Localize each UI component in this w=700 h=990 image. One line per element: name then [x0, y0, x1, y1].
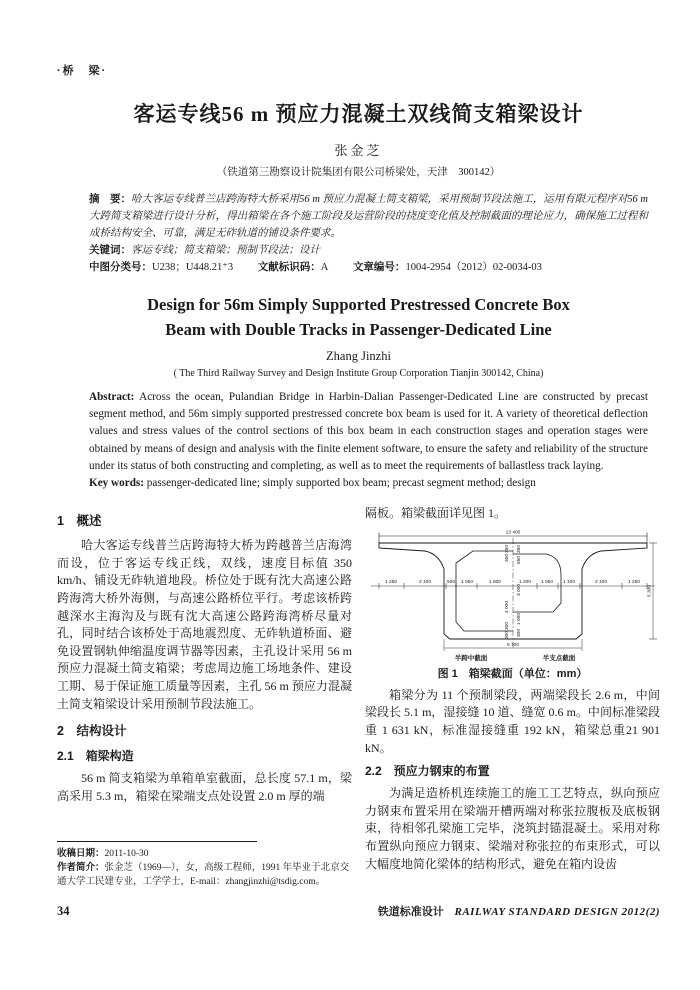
- dim-label: 350: [504, 544, 510, 553]
- right-column: [365, 505, 660, 889]
- footnote: [57, 841, 352, 890]
- clc-number: 中图分类号：U238；U448.21⁺3: [89, 261, 234, 273]
- classification-line: [57, 259, 660, 276]
- affiliation-en: ( The Third Railway Survey and Design Institute Group Corporation Tianjin 300142, China): [173, 368, 544, 379]
- figure-1-caption: 图 1 箱梁截面（单位：mm）: [437, 667, 588, 680]
- figure-discussion-paragraph: 箱梁分为 11 个预制梁段，两端梁段长 2.6 m，中间梁段长 5.1 m，湿接缝 10 道、缝宽 0.6 m。中间标准梁段重 1 631 kN，标准湿接缝重 192 kN，箱梁总重21 901 kN。: [365, 687, 660, 755]
- dim-label: 1 800: [488, 579, 501, 585]
- author-bio-line: 作者简介：张金芝（1969—），女，高级工程师，1991 年毕业于北京交通大学工民建专业，工学学士，E-mail：zhangjinzhi@tsdig.com。: [57, 862, 350, 887]
- article-id: 文章编号：1004-2954（2012）02-0034-03: [352, 261, 542, 273]
- dim-label: 650: [516, 555, 522, 564]
- title-en-line1: Design for 56m Simply Supported Prestressed Concrete Box: [147, 295, 570, 314]
- abstract-cn-label: 摘 要：: [89, 193, 132, 205]
- category-marker: ·桥 梁·: [57, 65, 108, 77]
- dim-label: 350: [516, 544, 522, 553]
- dim-label: 300: [504, 630, 510, 639]
- section-1-heading: 1 概述: [57, 514, 102, 529]
- left-column: [57, 505, 352, 889]
- dim-label: 2 100: [418, 579, 431, 585]
- abstract-en: [57, 389, 660, 492]
- abstract-cn: [57, 191, 660, 242]
- box-beam-cross-section-drawing: [367, 527, 659, 663]
- paper-title-en: [57, 292, 660, 342]
- paper-title-cn: 客运专线56 m 预应力混凝土双线简支箱梁设计: [133, 102, 584, 126]
- journal-name: [378, 903, 660, 919]
- figure-1: [365, 527, 660, 681]
- dim-label: 1 250: [627, 579, 640, 585]
- journal-name-cn: 铁道标准设计: [377, 906, 444, 919]
- title-en-line2: Beam with Double Tracks in Passenger-Dedicated Line: [165, 320, 552, 339]
- received-date: 2011-10-30: [104, 848, 149, 859]
- dim-overall-height: 5 300: [647, 584, 652, 597]
- girder-outer-outline: [379, 543, 647, 639]
- dim-label: 2 100: [594, 579, 607, 585]
- keywords-cn: [57, 242, 660, 259]
- page-number: 34: [57, 904, 70, 919]
- section-2-heading: 2 结构设计: [57, 724, 127, 739]
- dim-label: 1 200: [518, 579, 531, 585]
- dim-label: 3 000: [516, 583, 522, 596]
- page-footer: [0, 903, 700, 919]
- author-name-en: Zhang Jinzhi: [326, 349, 391, 363]
- dim-label: 1 100: [562, 579, 575, 585]
- dim-label: 500: [446, 579, 455, 585]
- dim-label: 4 000: [504, 600, 510, 613]
- two-column-body: [57, 505, 660, 889]
- continuation-paragraph: 隔板。箱梁截面详见图 1。: [365, 506, 507, 521]
- received-date-line: 收稿日期：2011-10-30: [57, 847, 149, 859]
- journal-name-en: RAILWAY STANDARD DESIGN 2012(2): [454, 906, 660, 919]
- author-name-cn: 张金芝: [334, 143, 383, 158]
- abstract-en-text: Across the ocean, Pulandian Bridge in Harbin-Dalian Passenger-Dedicated Line are constructed by precast segment method, and 56m simply supported prestressed concrete box beam is used for it. A variety of theoretical deflection values and stress values of the control sections of this box beam in each construction stages and operation stages were obtained by means of design and analysis with the finite element software, to ensure the safety and reliability of the structure under its status of both constructing and completing, as well as to meet the requirements of ballastless track laying.: [89, 391, 648, 472]
- section-2-2-paragraph: 为满足造桥机连续施工的施工工艺特点，纵向预应力钢束布置采用在梁端开槽两端对称张拉腹板及底板钢束，待相邻孔梁施工完毕，浇筑封锚混凝土。采用对称布置纵向预应力钢束、梁端对称张拉的布束形式，可以大幅度地简化梁体的结构形式，避免在箱内设齿: [365, 786, 660, 871]
- dim-bottom-width: 6 700: [506, 642, 519, 648]
- dim-label: 300: [504, 621, 510, 630]
- section-2-1-heading: 2.1 箱梁构造: [57, 749, 134, 764]
- abstract-cn-text: 哈大客运专线普兰店跨海特大桥采用56 m 预应力混凝土简支箱梁，采用预制节段法施工，运用有限元程序对56 m 大跨简支箱梁进行设计分析，得出箱梁在各个施工阶段及运营阶段的挠度变化值及控制截面的理论应力，确保施工过程和成桥结构安全、可靠，满足无砟轨道的铺设条件要求。: [89, 194, 649, 239]
- section-2-1-paragraph: 56 m 简支箱梁为单箱单室截面，总长度 57.1 m，梁高采用 5.3 m，箱梁在梁端支点处设置 2.0 m 厚的端: [57, 771, 352, 803]
- section-2-2-heading: 2.2 预应力钢束的布置: [365, 764, 490, 779]
- keywords-en-text: passenger-dedicated line; simply supported box beam; precast segment method; design: [146, 477, 536, 490]
- affiliation-cn: （铁道第三勘察设计院集团有限公司桥梁处，天津 300142）: [216, 167, 501, 178]
- dim-label: 300: [516, 628, 522, 637]
- keywords-cn-label: 关键词：: [89, 244, 131, 256]
- midspan-section-label: 半跨中截面: [454, 654, 487, 662]
- dim-label: 1 250: [384, 579, 397, 585]
- dim-label: 1 000: [516, 612, 522, 625]
- dim-label: 1 050: [540, 579, 553, 585]
- dim-label: 350: [504, 553, 510, 562]
- abstract-en-label: Abstract:: [89, 391, 135, 403]
- dim-top-width: 13 400: [505, 530, 520, 536]
- section-1-paragraph: 哈大客运专线普兰店跨海特大桥为跨越普兰店海湾而设，位于客运专线正线，双线，速度目标值 350 km/h、铺设无砟轨道地段。桥位处于既有沈大高速公路跨海湾大桥外海侧，与高速公路桥位平行。考虑该桥跨越深水主海沟及与既有沈大高速公路跨海湾桥尽量对孔，同时结合该桥处于高地震烈度、无砟轨道桥面、避免设置钢轨伸缩温度调节器等因素，主孔设计采用 56 m 预应力混凝土简支箱梁；考虑周边施工场地条件、建设工期、易于保证施工质量等因素，主孔 56 m 预应力混凝土简支箱梁设计采用预制节段法施工。: [57, 538, 352, 711]
- footnote-divider: [57, 841, 257, 842]
- document-code: 文献标识码：A: [257, 261, 329, 273]
- keywords-cn-text: 客运专线；简支箱梁；预制节段法；设计: [131, 245, 320, 256]
- author-bio: 张金芝（1969—），女，高级工程师，1991 年毕业于北京交通大学工民建专业，工学学士，E-mail：zhangjinzhi@tsdig.com。: [57, 863, 350, 887]
- support-section-label: 半支点截面: [542, 654, 575, 662]
- dim-label: 1 050: [460, 579, 473, 585]
- keywords-en-label: Key words:: [89, 477, 144, 490]
